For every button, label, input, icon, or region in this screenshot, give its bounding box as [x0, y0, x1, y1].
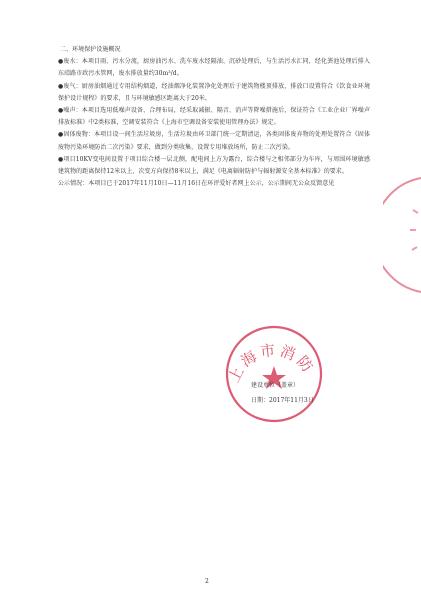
paragraph-substation: ●项目10KV变电间设置于项目综合楼一层北侧，配电间上方为露台，综合楼与之相邻部分为车库，与周围环境敏感建筑物的距离保持12米以上，次变方向保持8米以上，满足《电离辐射防护与辐射源安全基本标准》的要求。 [58, 155, 370, 176]
paragraph-wastewater: ●废水：本项目雨、污水分流，厨房油污水、洗车废水经隔油、沉砂处理后，与生活污水汇同，经化粪池处理后排入东靖路市政污水管网，废水排放量约30m³/d。 [58, 58, 370, 78]
paragraph-public-notice: 公示情况：本项目已于2017年11月10日—11月16日在环评爱好者网上公示，公示期间无公众反馈意见 [58, 180, 335, 188]
signature-block [251, 378, 314, 408]
signature-date: 日期：2017年11月3日 [251, 397, 314, 404]
page-number: 2 [205, 578, 209, 585]
official-seal-stamp [222, 322, 326, 426]
section-heading: 二、环境保护设施概况 [60, 46, 121, 53]
paragraph-noise: ●噪声：本项目选用低噪声设备，合理布局，经采取减振、隔音、消声等降噪措施后，保证符合《工业企业厂界噪声排放标准》中2类标准，空调安装符合《上海市空调设备安装使用管理办法》规定。 [58, 107, 370, 127]
partial-seal-stamp [383, 170, 421, 300]
signature-unit: 建设单位（盖章） [251, 382, 300, 389]
seal-text: 上海市消防 [224, 340, 319, 386]
paragraph-solid-waste: ●固体废物：本项目设一间生活垃圾房，生活垃圾由环卫部门统一定期清运，各类固体废弃物的处理处置符合《固体废物污染环境防治二次污染》要求，做到分类收集，设置专用堆放场所，防止二次污染。 [58, 131, 370, 151]
document-body [58, 44, 370, 190]
paragraph-exhaust: ●废气：厨房油烟通过专用结构烟道，经油烟净化装置净化处理后于建筑物楼顶排放，排放口设置符合《饮食业环境保护设计规程》的要求，且与环境敏感区距离大于20米。 [58, 82, 370, 102]
